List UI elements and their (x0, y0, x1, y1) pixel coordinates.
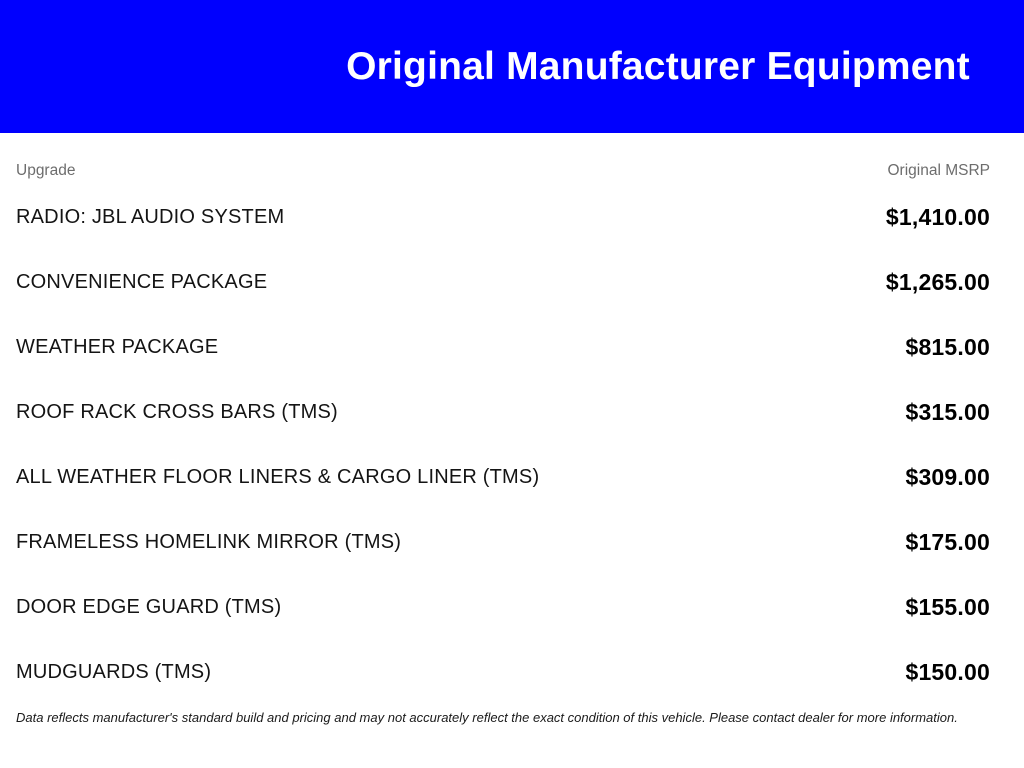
msrp-price: $1,410.00 (885, 204, 990, 230)
upgrade-name: FRAMELESS HOMELINK MIRROR (TMS) (16, 531, 402, 553)
table-row (16, 380, 990, 445)
table-row (16, 510, 990, 575)
column-header-row (16, 133, 990, 185)
table-row (16, 315, 990, 380)
column-header-upgrade: Upgrade (16, 162, 76, 179)
table-row (16, 445, 990, 510)
msrp-price: $315.00 (905, 399, 990, 425)
table-row (16, 250, 990, 315)
upgrade-name: RADIO: JBL AUDIO SYSTEM (16, 206, 285, 228)
msrp-price: $309.00 (905, 464, 990, 490)
msrp-price: $150.00 (905, 659, 990, 685)
upgrade-name: WEATHER PACKAGE (16, 336, 219, 358)
page-title: Original Manufacturer Equipment (346, 44, 970, 88)
table-row (16, 185, 990, 250)
equipment-table (0, 133, 1024, 725)
upgrade-name: CONVENIENCE PACKAGE (16, 271, 268, 293)
table-row (16, 575, 990, 640)
upgrade-name: ALL WEATHER FLOOR LINERS & CARGO LINER (TMS) (16, 466, 540, 488)
msrp-price: $1,265.00 (885, 269, 990, 295)
table-row (16, 640, 990, 705)
upgrade-name: DOOR EDGE GUARD (TMS) (16, 596, 282, 618)
upgrade-name: ROOF RACK CROSS BARS (TMS) (16, 401, 338, 423)
msrp-price: $175.00 (905, 529, 990, 555)
msrp-price: $815.00 (905, 334, 990, 360)
equipment-rows (16, 185, 990, 705)
upgrade-name: MUDGUARDS (TMS) (16, 661, 212, 683)
disclaimer-text: Data reflects manufacturer's standard build and pricing and may not accurately reflect the exact condition of this vehicle. Please contact dealer for more information. (16, 710, 958, 725)
column-header-msrp: Original MSRP (887, 162, 990, 179)
msrp-price: $155.00 (905, 594, 990, 620)
header-banner (0, 0, 1024, 133)
